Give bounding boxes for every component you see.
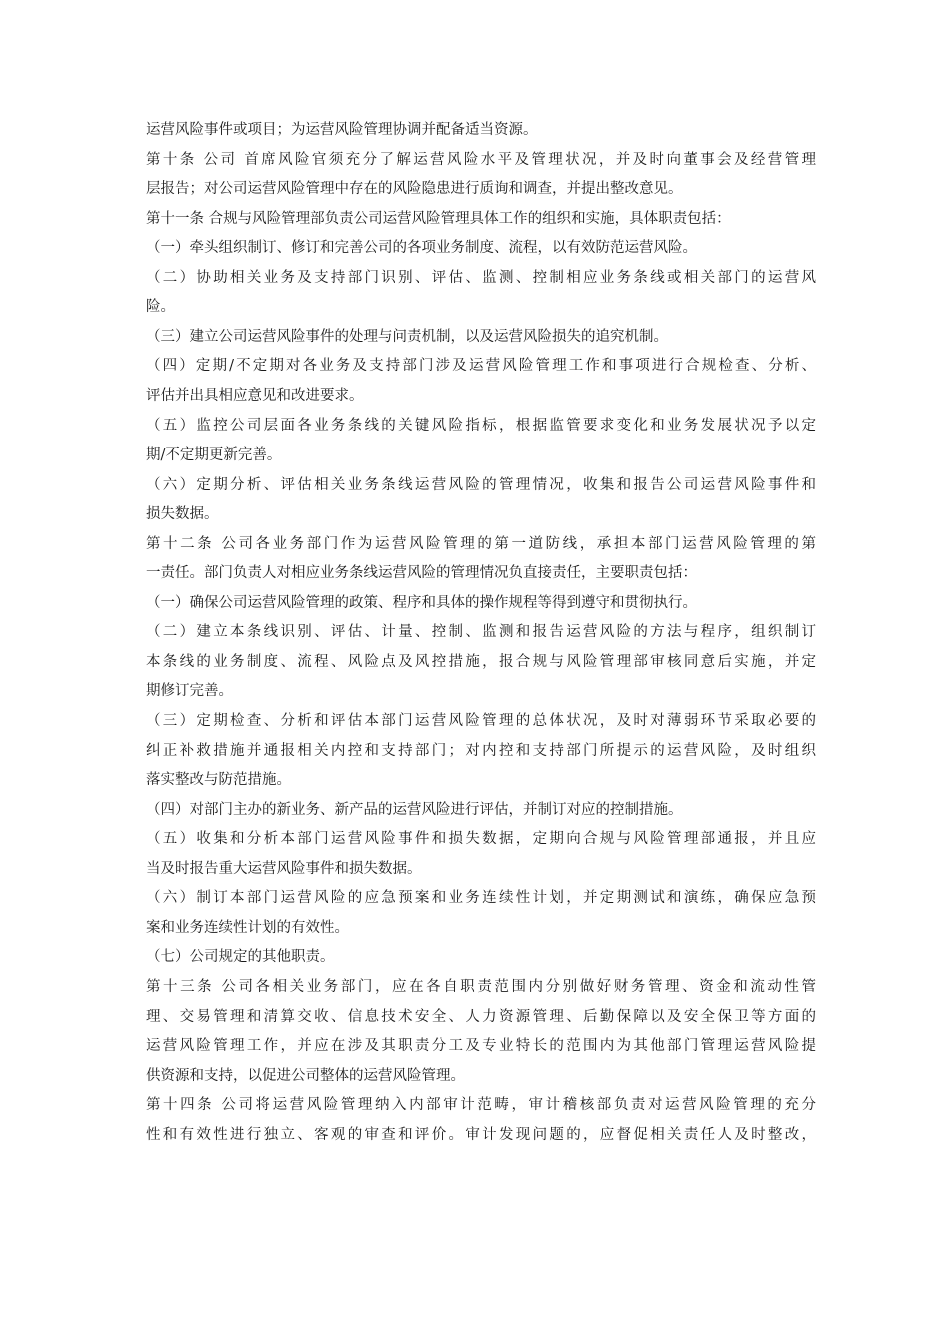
text-line: 运营风险事件或项目；为运营风险管理协调并配备适当资源。 <box>146 122 538 138</box>
text-line: 层报告；对公司运营风险管理中存在的风险隐患进行质询和调查，并提出整改意见。 <box>146 181 683 198</box>
text-line: 落实整改与防范措施。 <box>146 772 291 789</box>
text-line: 第十条 公司 首席风险官须充分了解运营风险水平及管理状况，并及时向董事会及经营管理 <box>146 151 816 168</box>
text-line: 供资源和支持，以促进公司整体的运营风险管理。 <box>146 1067 465 1084</box>
text-line: 当及时报告重大运营风险事件和损失数据。 <box>146 860 422 877</box>
text-line: （一）确保公司运营风险管理的政策、程序和具体的操作规程等得到遵守和贯彻执行。 <box>146 594 697 611</box>
text-line: 案和业务连续性计划的有效性。 <box>146 919 349 936</box>
text-line: （四）定期/不定期对各业务及支持部门涉及运营风险管理工作和事项进行合规检查、分析、 <box>146 358 816 375</box>
text-line: 理、交易管理和清算交收、信息技术安全、人力资源管理、后勤保障以及安全保卫等方面的 <box>146 1008 816 1025</box>
text-line: 第十二条 公司各业务部门作为运营风险管理的第一道防线，承担本部门运营风险管理的第 <box>146 535 816 552</box>
text-line: 期/不定期更新完善。 <box>146 447 282 464</box>
text-line: （五）监控公司层面各业务条线的关键风险指标，根据监管要求变化和业务发展状况予以定 <box>146 417 816 434</box>
text-line: （七）公司规定的其他职责。 <box>146 949 335 966</box>
text-line: （六）定期分析、评估相关业务条线运营风险的管理情况，收集和报告公司运营风险事件和 <box>146 476 816 493</box>
text-line: 纠正补救措施并通报相关内控和支持部门；对内控和支持部门所提示的运营风险，及时组织 <box>146 742 816 759</box>
text-line: 评估并出具相应意见和改进要求。 <box>146 387 364 404</box>
text-line: （一）牵头组织制订、修订和完善公司的各项业务制度、流程，以有效防范运营风险。 <box>146 240 697 257</box>
text-line: 损失数据。 <box>146 506 219 523</box>
text-line: 本条线的业务制度、流程、风险点及风控措施，报合规与风险管理部审核同意后实施，并定 <box>146 653 816 670</box>
text-line: 第十三条 公司各相关业务部门，应在各自职责范围内分别做好财务管理、资金和流动性管 <box>146 978 816 995</box>
text-line: 期修订完善。 <box>146 683 233 700</box>
text-line: （五）收集和分析本部门运营风险事件和损失数据，定期向合规与风险管理部通报，并且应 <box>146 831 816 848</box>
text-line: 一责任。部门负责人对相应业务条线运营风险的管理情况负直接责任，主要职责包括： <box>146 565 697 582</box>
text-line: （二）建立本条线识别、评估、计量、控制、监测和报告运营风险的方法与程序，组织制订 <box>146 624 816 641</box>
text-line: 性和有效性进行独立、客观的审查和评价。审计发现问题的，应督促相关责任人及时整改， <box>146 1126 816 1143</box>
text-line: （三）定期检查、分析和评估本部门运营风险管理的总体状况，及时对薄弱环节采取必要的 <box>146 713 816 729</box>
text-line: 第十四条 公司将运营风险管理纳入内部审计范畴，审计稽核部负责对运营风险管理的充分 <box>146 1097 816 1114</box>
text-line: （三）建立公司运营风险事件的处理与问责机制，以及运营风险损失的追究机制。 <box>146 328 668 345</box>
text-line: （四）对部门主办的新业务、新产品的运营风险进行评估，并制订对应的控制措施。 <box>146 801 683 818</box>
text-line: 险。 <box>146 299 175 316</box>
text-line: （六）制订本部门运营风险的应急预案和业务连续性计划，并定期测试和演练，确保应急预 <box>146 890 816 907</box>
text-line: （二）协助相关业务及支持部门识别、评估、监测、控制相应业务条线或相关部门的运营风 <box>146 269 816 286</box>
text-line: 运营风险管理工作，并应在涉及其职责分工及专业特长的范围内为其他部门管理运营风险提 <box>146 1038 816 1055</box>
text-line: 第十一条 合规与风险管理部负责公司运营风险管理具体工作的组织和实施，具体职责包括： <box>146 210 731 227</box>
